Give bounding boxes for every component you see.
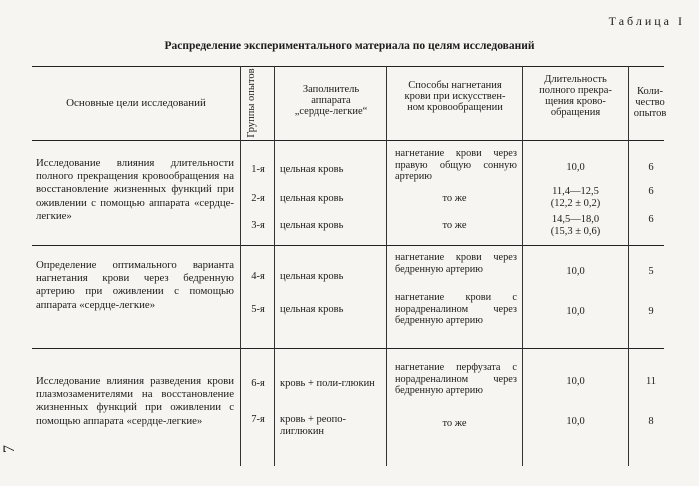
count-value: 5 — [648, 266, 654, 277]
header-filler-line: Заполнитель — [302, 84, 360, 95]
duration-mean: (15,3 ± 0,6) — [550, 226, 601, 237]
count-value: 8 — [648, 416, 654, 427]
page-number: 7 — [1, 445, 18, 453]
method-value: нагнетание крови с норадреналином через бедренную артерию — [395, 292, 517, 327]
header-filler — [276, 84, 386, 117]
section-goal: Исследование влияния длительности полного прекращения кровообращения на восстановление жизненных функций при оживлении с помощью аппарата «сердце-легкие» — [36, 157, 234, 222]
group-label: 5-я — [251, 304, 265, 315]
section-goal: Исследование влияния разведения крови плазмозаменителями на восстановление жизненных функций при оживлении с помощью аппарата «сердце-легкие» — [36, 375, 234, 427]
duration-value: 10,0 — [566, 376, 585, 387]
filler-value: кровь + поли-глюкин — [280, 378, 375, 389]
section-divider — [32, 348, 664, 349]
section-goal: Определение оптимального варианта нагнетания крови через бедренную артерию при оживлении с помощью аппарата «сердце-легкие» — [36, 259, 234, 311]
header-count-line: Коли- — [637, 86, 663, 97]
duration-value: 10,0 — [566, 306, 585, 317]
duration-value: 10,0 — [566, 266, 585, 277]
filler-value: цельная кровь — [280, 271, 344, 282]
count-value: 6 — [648, 214, 654, 225]
count-value: 6 — [648, 186, 654, 197]
header-methods — [388, 80, 522, 113]
method-value: то же — [442, 220, 467, 231]
header-count-line: чество — [635, 97, 665, 108]
group-label: 6-я — [251, 378, 265, 389]
header-groups-wrap — [240, 66, 274, 140]
group-label: 1-я — [251, 164, 265, 175]
header-methods-line: Способы нагнетания — [408, 80, 502, 91]
method-value: нагнетание крови через бедренную артерию — [395, 252, 517, 275]
header-count-line: опытов — [633, 108, 667, 119]
header-duration-line: обращения — [550, 107, 601, 118]
filler-value: цельная кровь — [280, 164, 344, 175]
header-filler-line: „сердце-легкие“ — [294, 106, 368, 117]
duration-value: 11,4—12,5 — [552, 186, 599, 197]
column-divider — [274, 66, 275, 466]
header-groups: Группы опытов — [246, 68, 257, 138]
group-label: 7-я — [251, 414, 265, 425]
header-count — [630, 86, 670, 119]
header-methods-line: крови при искусствен- — [404, 91, 506, 102]
filler-value: цельная кровь — [280, 304, 344, 315]
column-divider — [386, 66, 387, 466]
method-value: нагнетание крови через правую общую сонную артерию — [395, 148, 517, 183]
table-top-rule — [32, 66, 664, 67]
group-label: 3-я — [251, 220, 265, 231]
count-value: 9 — [648, 306, 654, 317]
header-filler-line: аппарата — [311, 95, 351, 106]
header-methods-line: ном кровообращении — [407, 102, 503, 113]
duration-value: 10,0 — [566, 416, 585, 427]
header-goals: Основные цели исследований — [66, 97, 206, 109]
table-caption: Таблица I — [608, 14, 685, 28]
header-bottom-rule — [32, 140, 664, 141]
header-duration-line: полного прекра- — [539, 85, 612, 96]
header-duration — [523, 74, 628, 118]
filler-value: кровь + реопо-лиглюкин — [280, 414, 347, 437]
header-duration-line: Длительность — [544, 74, 607, 85]
duration-mean: (12,2 ± 0,2) — [550, 198, 601, 209]
method-value: то же — [442, 193, 467, 204]
group-label: 4-я — [251, 271, 265, 282]
table-title: Распределение экспериментального материала по целям исследований — [164, 40, 535, 52]
filler-value: цельная кровь — [280, 220, 344, 231]
duration-value: 10,0 — [566, 162, 585, 173]
count-value: 11 — [645, 376, 657, 387]
method-value: нагнетание перфузата с норадреналином через бедренную артерию — [395, 362, 517, 397]
section-divider — [32, 245, 664, 246]
duration-value: 14,5—18,0 — [551, 214, 600, 225]
count-value: 6 — [648, 162, 654, 173]
group-label: 2-я — [251, 193, 265, 204]
method-value: то же — [442, 418, 467, 429]
filler-value: цельная кровь — [280, 193, 344, 204]
header-duration-line: щения крово- — [545, 96, 606, 107]
